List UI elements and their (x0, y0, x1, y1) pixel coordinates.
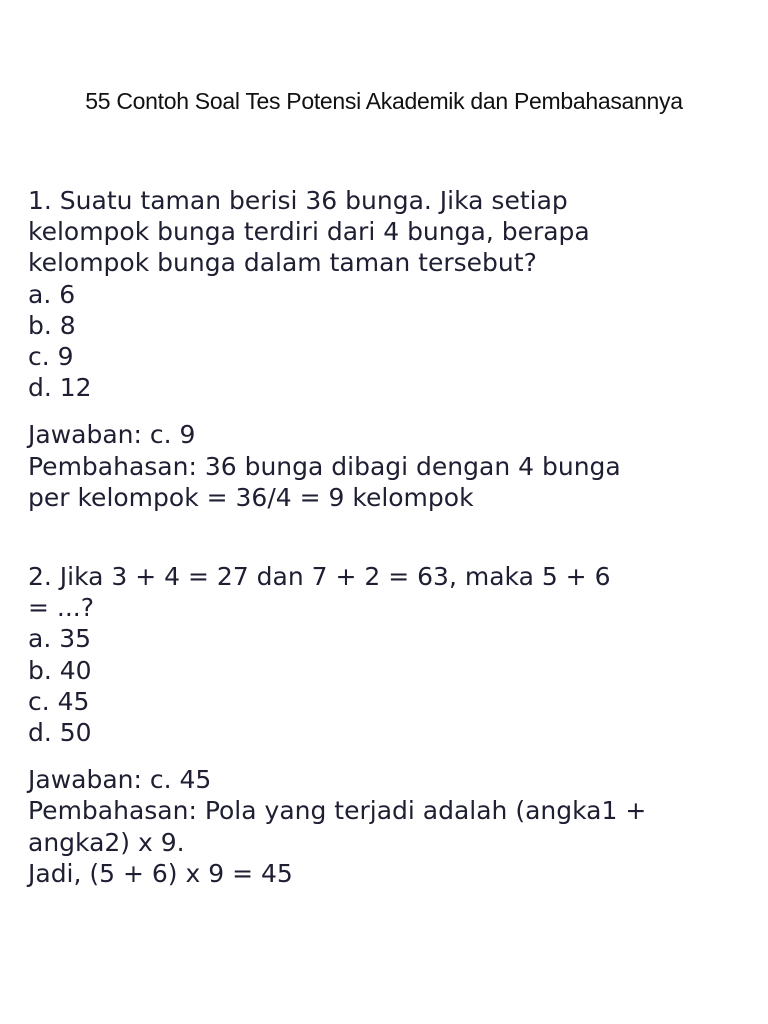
page-title: 55 Contoh Soal Tes Potensi Akademik dan Pembahasannya (85, 88, 683, 114)
explanation-line: Pembahasan: Pola yang terjadi adalah (angka1 + (28, 796, 647, 826)
answer-option-b: b. 40 (28, 655, 92, 685)
answer-option-c: c. 9 (28, 342, 74, 372)
question-text-line: 2. Jika 3 + 4 = 27 dan 7 + 2 = 63, maka 5 + 6 (28, 562, 611, 592)
spacer (28, 513, 743, 561)
question-2 (28, 561, 743, 889)
answer-option-d: d. 12 (28, 373, 92, 403)
explanation-line: Pembahasan: 36 bunga dibagi dengan 4 bunga (28, 451, 621, 481)
question-text-line: = ...? (28, 593, 95, 623)
question-text-line: kelompok bunga dalam taman tersebut? (28, 248, 537, 278)
explanation-line: angka2) x 9. (28, 827, 185, 857)
explanation-line: Jadi, (5 + 6) x 9 = 45 (28, 858, 293, 888)
answer-option-c: c. 45 (28, 686, 90, 716)
explanation-line: per kelompok = 36/4 = 9 kelompok (28, 482, 474, 512)
answer-option-a: a. 35 (28, 624, 92, 654)
spacer (28, 748, 743, 764)
answer-option-a: a. 6 (28, 279, 76, 309)
answer-key: Jawaban: c. 9 (28, 420, 196, 450)
question-text-line: 1. Suatu taman berisi 36 bunga. Jika setiap (28, 186, 568, 215)
question-1 (28, 185, 743, 513)
answer-key: Jawaban: c. 45 (28, 765, 212, 795)
spacer (28, 403, 743, 419)
question-text-line: kelompok bunga terdiri dari 4 bunga, berapa (28, 217, 590, 247)
document-body (28, 185, 743, 889)
answer-option-d: d. 50 (28, 718, 92, 748)
answer-option-b: b. 8 (28, 310, 76, 340)
